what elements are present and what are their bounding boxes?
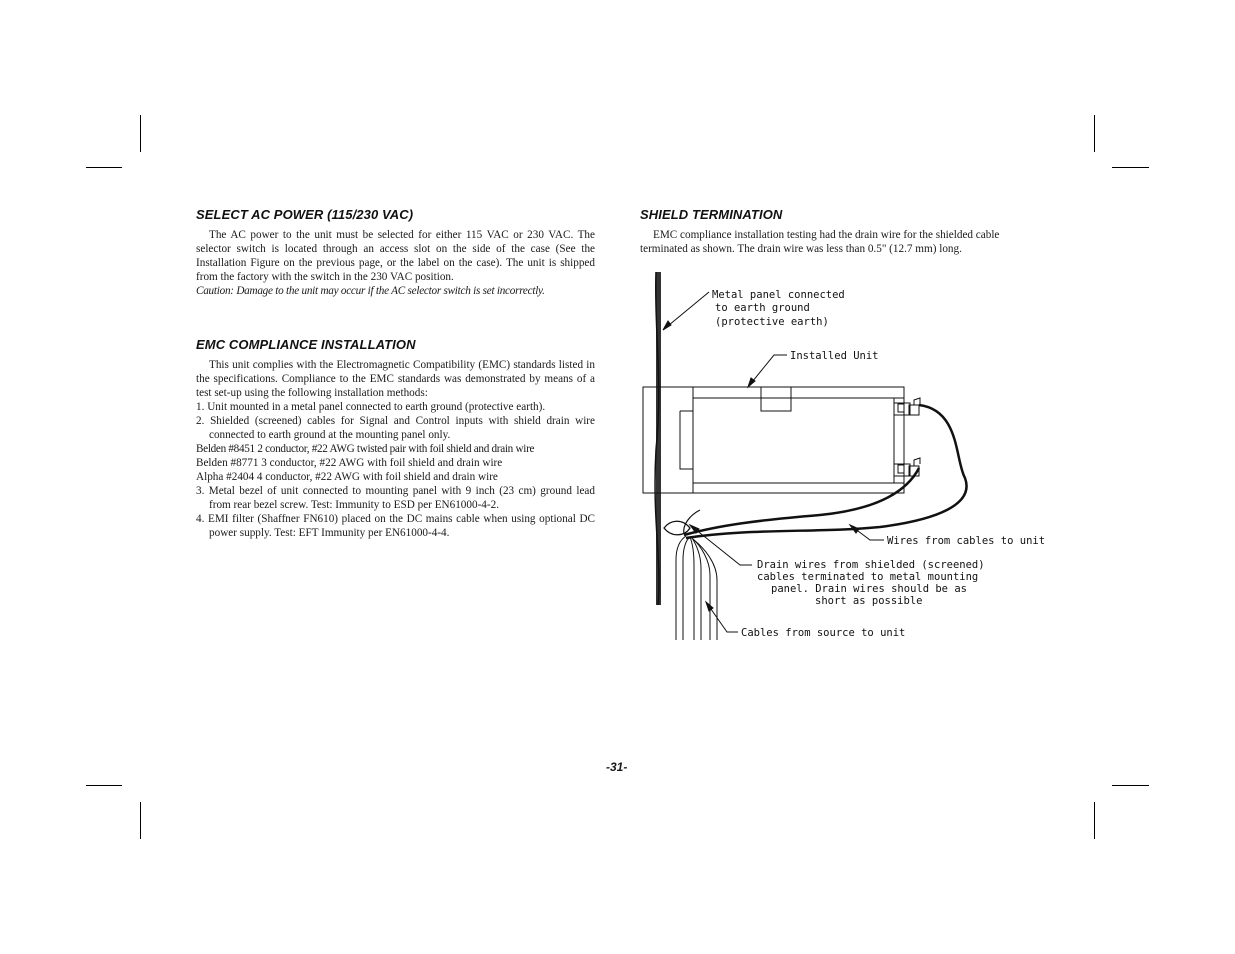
drain-label-line-2: cables terminated to metal mounting	[757, 571, 979, 583]
shield-heading: SHIELD TERMINATION	[640, 207, 783, 222]
metal-panel	[655, 272, 661, 605]
installed-unit	[643, 387, 920, 493]
panel-label-line-1: Metal panel connected	[712, 289, 845, 301]
drain-label-line-1: Drain wires from shielded (screened)	[757, 559, 985, 571]
drain-label-line-3: panel. Drain wires should be as	[771, 583, 967, 595]
emc-heading: EMC COMPLIANCE INSTALLATION	[196, 337, 416, 352]
cables-label: Cables from source to unit	[741, 627, 906, 639]
emc-item: Belden #8771 3 conductor, #22 AWG with foil shield and drain wire	[196, 457, 503, 469]
emc-item: 3. Metal bezel of unit connected to mounting panel with 9 inch (23 cm) ground lead from rear bezel screw. Test: Immunity to ESD per EN61000-4-2.	[196, 485, 595, 511]
emc-item: 4. EMI filter (Shaffner FN610) placed on the DC mains cable when using optional DC power supply. Test: EFT Immunity per EN61000-4-4.	[196, 513, 595, 539]
drain-label-line-4: short as possible	[815, 595, 923, 607]
page-number: -31-	[606, 760, 628, 774]
emc-intro: This unit complies with the Electromagnetic Compatibility (EMC) standards listed in the specifications. Compliance to the EMC standards was demonstrated by means of a test set-up using the following installation methods:	[196, 359, 595, 399]
select-ac-heading: SELECT AC POWER (115/230 VAC)	[196, 207, 414, 222]
emc-item: Alpha #2404 4 conductor, #22 AWG with foil shield and drain wire	[196, 471, 498, 483]
panel-label-line-2: to earth ground	[715, 302, 810, 314]
select-ac-text: The AC power to the unit must be selected for either 115 VAC or 230 VAC. The selector switch is located through an access slot on the side of the case (See the Installation Figure on the previous page, or the label on the case). The unit is shipped from the factory with the switch in the 230 VAC position.	[196, 229, 595, 283]
panel-label-line-3: (protective earth)	[715, 316, 829, 328]
select-ac-caution: Caution: Damage to the unit may occur if the AC selector switch is set incorrectly.	[196, 285, 545, 297]
emc-item: 2. Shielded (screened) cables for Signal and Control inputs with shield drain wire connected to earth ground at the mounting panel only.	[196, 415, 595, 441]
wires	[664, 405, 967, 538]
emc-item: Belden #8451 2 conductor, #22 AWG twisted pair with foil shield and drain wire	[196, 443, 535, 455]
cables	[676, 536, 717, 640]
unit-label: Installed Unit	[790, 350, 879, 362]
shield-text: EMC compliance installation testing had the drain wire for the shielded cable terminated as shown. The drain wire was less than 0.5" (12.7 mm) long.	[640, 229, 1000, 255]
wires-label: Wires from cables to unit	[887, 535, 1046, 547]
emc-item: 1. Unit mounted in a metal panel connected to earth ground (protective earth).	[196, 401, 546, 413]
